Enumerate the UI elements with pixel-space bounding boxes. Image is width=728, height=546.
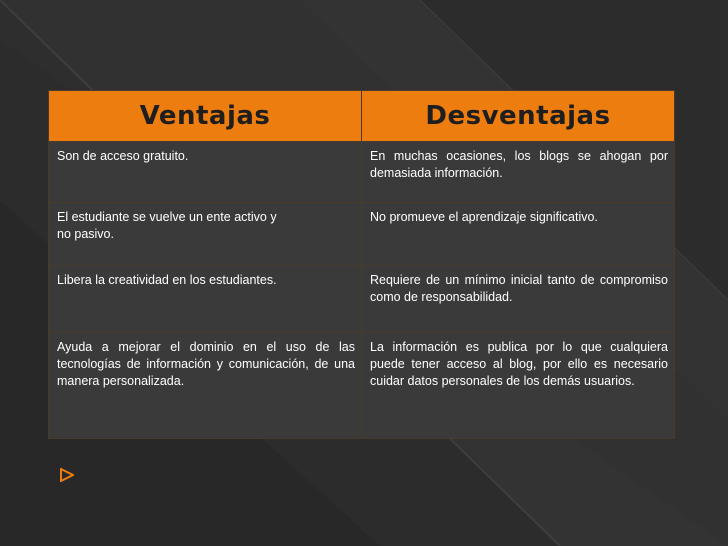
- ventaja-cell: Ayuda a mejorar el dominio en el uso de las tecnologías de información y comunicación, de una manera personalizada.: [49, 332, 362, 438]
- ventaja-cell: Son de acceso gratuito.: [49, 142, 362, 203]
- table-header-row: [49, 91, 675, 142]
- table-row: [49, 142, 675, 203]
- triangle-arrow-icon: [60, 468, 74, 482]
- ventaja-cell: Libera la creatividad en los estudiantes.: [49, 266, 362, 332]
- table-row: [49, 203, 675, 266]
- desventaja-cell: Requiere de un mínimo inicial tanto de compromiso como de responsabilidad.: [362, 266, 675, 332]
- desventaja-cell: En muchas ocasiones, los blogs se ahogan por demasiada información.: [362, 142, 675, 203]
- comparison-table: [48, 90, 675, 439]
- header-ventajas: Ventajas: [49, 91, 362, 142]
- desventaja-cell: No promueve el aprendizaje significativo.: [362, 203, 675, 266]
- table-row: [49, 332, 675, 438]
- ventaja-cell: El estudiante se vuelve un ente activo y no pasivo.: [49, 203, 362, 266]
- header-desventajas: Desventajas: [362, 91, 675, 142]
- table-row: [49, 266, 675, 332]
- desventaja-cell: La información es publica por lo que cualquiera puede tener acceso al blog, por ello es necesario cuidar datos personales de los demás usuarios.: [362, 332, 675, 438]
- comparison-table-container: [48, 90, 674, 439]
